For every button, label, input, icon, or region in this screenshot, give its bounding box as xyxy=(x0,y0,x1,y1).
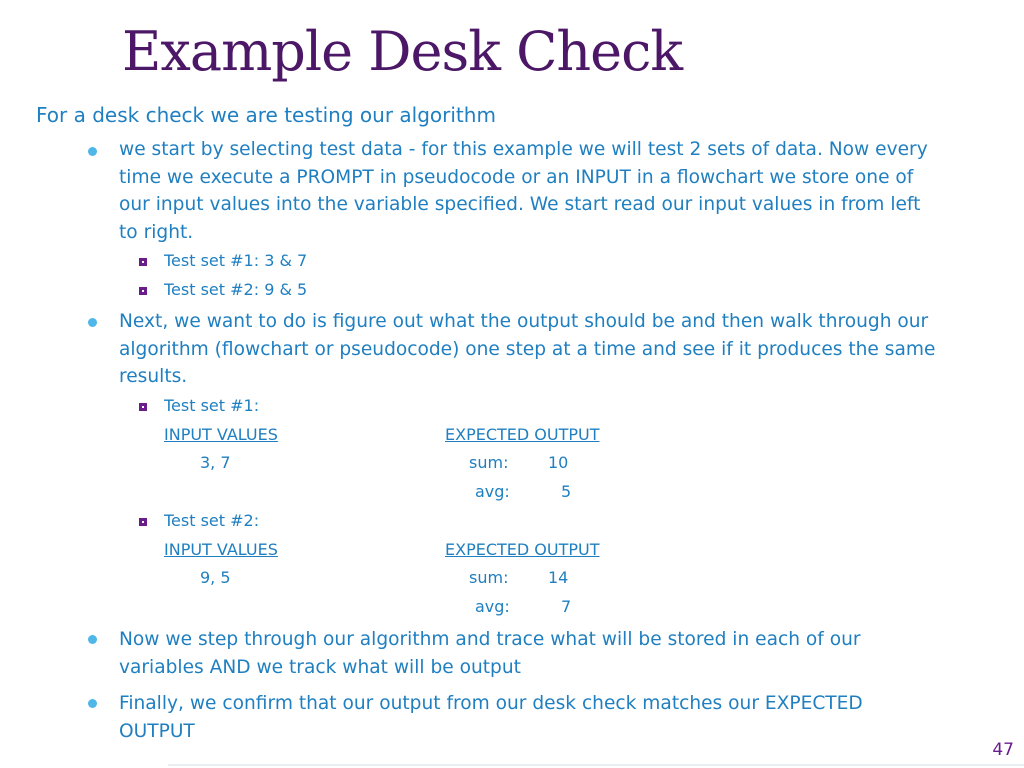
output-name: sum: xyxy=(469,453,509,472)
output-value: 7 xyxy=(561,597,572,616)
footer-divider xyxy=(168,764,1024,766)
sub-bullet-icon xyxy=(139,287,147,295)
test-set-label: Test set #1: xyxy=(164,396,260,415)
input-values: 3, 7 xyxy=(200,453,231,472)
output-name: sum: xyxy=(469,568,509,587)
output-value: 10 xyxy=(548,453,569,472)
expected-output-header: EXPECTED OUTPUT xyxy=(445,540,600,559)
bullet-text: Next, we want to do is figure out what the output should be and then walk through our algorithm (flowchart or pseudocode) one step at a time and see if it produces the same results. xyxy=(119,311,936,387)
bullet-text: Finally, we confirm that our output from our desk check matches our EXPECTED OUTPUT xyxy=(119,693,863,742)
bullet-text: we start by selecting test data - for this example we will test 2 sets of data. Now every time we execute a PROMPT in pseudocode or an INPUT in a flowchart we store one of our input values into the variable specified. We start read our input values in from left to right. xyxy=(119,139,928,243)
expected-output-header: EXPECTED OUTPUT xyxy=(445,425,600,444)
bullet-dot xyxy=(88,147,97,156)
test-set-label: Test set #2: xyxy=(164,511,260,530)
sub-bullet-icon xyxy=(139,258,147,266)
output-value: 14 xyxy=(548,568,569,587)
bullet-dot xyxy=(88,635,97,644)
output-name: avg: xyxy=(475,482,510,501)
input-values-header: INPUT VALUES xyxy=(164,540,278,559)
intro-text: For a desk check we are testing our algorithm xyxy=(36,103,496,127)
bullet-text: Now we step through our algorithm and trace what will be stored in each of our variables AND we track what will be output xyxy=(119,629,861,678)
sub-bullet-text: Test set #1: 3 & 7 xyxy=(164,251,308,270)
sub-bullet-text: Test set #2: 9 & 5 xyxy=(164,280,308,299)
bullet-dot xyxy=(88,699,97,708)
sub-bullet-icon xyxy=(139,518,147,526)
page-number: 47 xyxy=(992,740,1014,760)
input-values-header: INPUT VALUES xyxy=(164,425,278,444)
slide-title: Example Desk Check xyxy=(122,20,683,83)
output-name: avg: xyxy=(475,597,510,616)
sub-bullet-icon xyxy=(139,403,147,411)
input-values: 9, 5 xyxy=(200,568,231,587)
output-value: 5 xyxy=(561,482,572,501)
bullet-dot xyxy=(88,318,97,327)
